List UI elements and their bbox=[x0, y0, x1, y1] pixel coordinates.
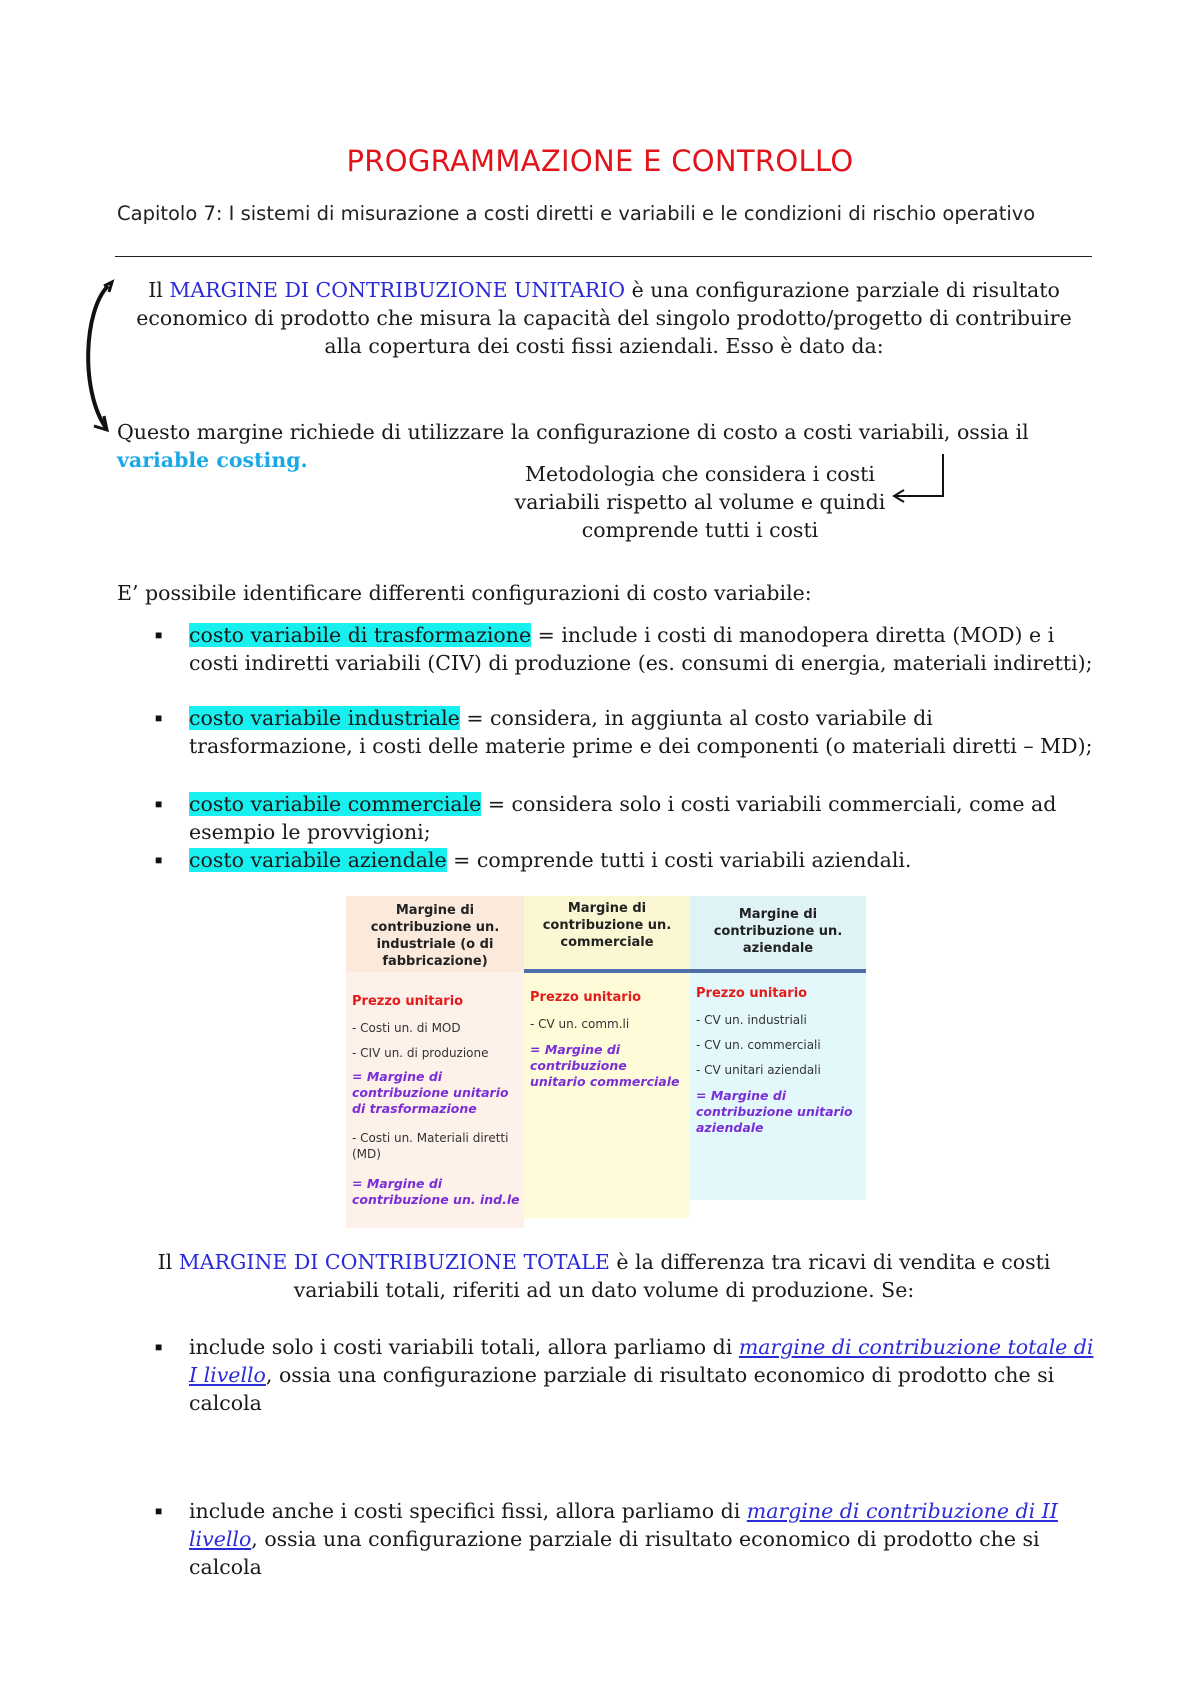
bullet-icon: ■ bbox=[155, 628, 163, 642]
bullet-icon: ■ bbox=[155, 853, 163, 867]
mct-post: è la differenza tra ricavi di vendita e costi variabili totali, riferiti ad un dato volume di produzione. Se: bbox=[293, 1250, 1051, 1302]
margin-line: = Margine di contribuzione un. ind.le bbox=[352, 1176, 520, 1207]
price-label: Prezzo unitario bbox=[352, 994, 464, 1009]
price-label: Prezzo unitario bbox=[530, 990, 642, 1005]
cost-line: - CV un. industriali bbox=[696, 1013, 807, 1027]
bullet-term: costo variabile aziendale bbox=[189, 848, 447, 872]
list-item bbox=[189, 846, 1097, 874]
cost-line: - Costi un. Materiali diretti (MD) bbox=[352, 1131, 509, 1161]
list-item bbox=[189, 1333, 1097, 1417]
cost-line: - CIV un. di produzione bbox=[352, 1046, 489, 1060]
bullet-text: = considera solo i costi variabili commerciali, come ad esempio le provvigioni; bbox=[189, 792, 1057, 844]
divider bbox=[115, 256, 1092, 257]
column-header: Margine di contribuzione un. industriale (o di fabbricazione) bbox=[370, 903, 500, 969]
mcu-paragraph bbox=[117, 276, 1091, 360]
cost-line: - CV un. comm.li bbox=[530, 1017, 630, 1031]
bullet-term: costo variabile industriale bbox=[189, 706, 460, 730]
table-column-commerciale bbox=[524, 896, 690, 1218]
cost-line: - CV un. commerciali bbox=[696, 1038, 821, 1052]
page-title: PROGRAMMAZIONE E CONTROLLO bbox=[346, 144, 854, 178]
price-label: Prezzo unitario bbox=[696, 986, 808, 1001]
bullet-icon: ■ bbox=[155, 797, 163, 811]
bullet-icon: ■ bbox=[155, 711, 163, 725]
bullet-text: = include i costi di manodopera diretta (MOD) e i costi indiretti variabili (CIV) di produzione (es. consumi di energia, materiali indiretti); bbox=[189, 623, 1093, 675]
margin-line: = Margine di contribuzione unitario aziendale bbox=[696, 1088, 853, 1135]
cost-line: - CV unitari aziendali bbox=[696, 1063, 821, 1077]
column-header: Margine di contribuzione un. aziendale bbox=[713, 907, 843, 956]
bullet-text: = considera, in aggiunta al costo variabile di trasformazione, i costi delle materie prime e dei componenti (o materiali diretti – MD); bbox=[189, 706, 1093, 758]
bullet-icon: ■ bbox=[155, 1340, 163, 1354]
list-item bbox=[189, 1497, 1097, 1581]
mcu-pre: Il bbox=[148, 278, 170, 302]
cost-line: - Costi un. di MOD bbox=[352, 1021, 461, 1035]
variable-costing-term: variable costing. bbox=[117, 448, 308, 472]
mct-pre: Il bbox=[157, 1250, 179, 1274]
intro-text: E’ possibile identificare differenti configurazioni di costo variabile: bbox=[117, 581, 812, 605]
chapter-subtitle: Capitolo 7: I sistemi di misurazione a costi diretti e variabili e le condizioni di rischio operativo bbox=[117, 202, 1036, 225]
list-item bbox=[189, 621, 1097, 677]
variable-costing-note: Metodologia che considera i costi variabili rispetto al volume e quindi comprende tutti i costi bbox=[514, 462, 886, 542]
mct-paragraph bbox=[117, 1248, 1091, 1304]
bullet-term: costo variabile commerciale bbox=[189, 792, 482, 816]
mcu-term: MARGINE DI CONTRIBUZIONE UNITARIO bbox=[169, 278, 626, 302]
margin-line: = Margine di contribuzione unitario commerciale bbox=[530, 1042, 680, 1089]
table-column-aziendale bbox=[690, 896, 866, 1200]
bullet-text: = comprende tutti i costi variabili aziendali. bbox=[446, 848, 912, 872]
level-post: , ossia una configurazione parziale di risultato economico di prodotto che si calcola bbox=[189, 1363, 1055, 1415]
bullet-icon: ■ bbox=[155, 1504, 163, 1518]
level-post: , ossia una configurazione parziale di risultato economico di prodotto che si calcola bbox=[189, 1527, 1040, 1579]
list-item bbox=[189, 790, 1097, 846]
bullet-term: costo variabile di trasformazione bbox=[189, 623, 532, 647]
header-divider bbox=[524, 969, 866, 973]
mct-term: MARGINE DI CONTRIBUZIONE TOTALE bbox=[178, 1250, 610, 1274]
margin-table-figure bbox=[346, 896, 866, 1228]
level-1-link[interactable]: margine di contribuzione totale di I livello bbox=[189, 1335, 1094, 1387]
curved-arrow-icon bbox=[76, 280, 116, 440]
list-item bbox=[189, 704, 1097, 760]
level-pre: include solo i costi variabili totali, allora parliamo di bbox=[189, 1335, 739, 1359]
column-header: Margine di contribuzione un. commerciale bbox=[542, 901, 672, 950]
table-column-industriale bbox=[346, 896, 524, 1228]
level-2-link[interactable]: margine di contribuzione di II livello bbox=[189, 1499, 1058, 1551]
arrow-left-icon bbox=[888, 452, 948, 502]
level-pre: include anche i costi specifici fissi, allora parliamo di bbox=[189, 1499, 747, 1523]
vc-pre: Questo margine richiede di utilizzare la configurazione di costo a costi variabili, ossia il bbox=[117, 420, 1029, 444]
margin-line: = Margine di contribuzione unitario di trasformazione bbox=[352, 1069, 509, 1116]
mcu-post: è una configurazione parziale di risultato economico di prodotto che misura la capacità del singolo prodotto/progetto di contribuire alla copertura dei costi fissi aziendali. Esso è dato da: bbox=[136, 278, 1072, 358]
